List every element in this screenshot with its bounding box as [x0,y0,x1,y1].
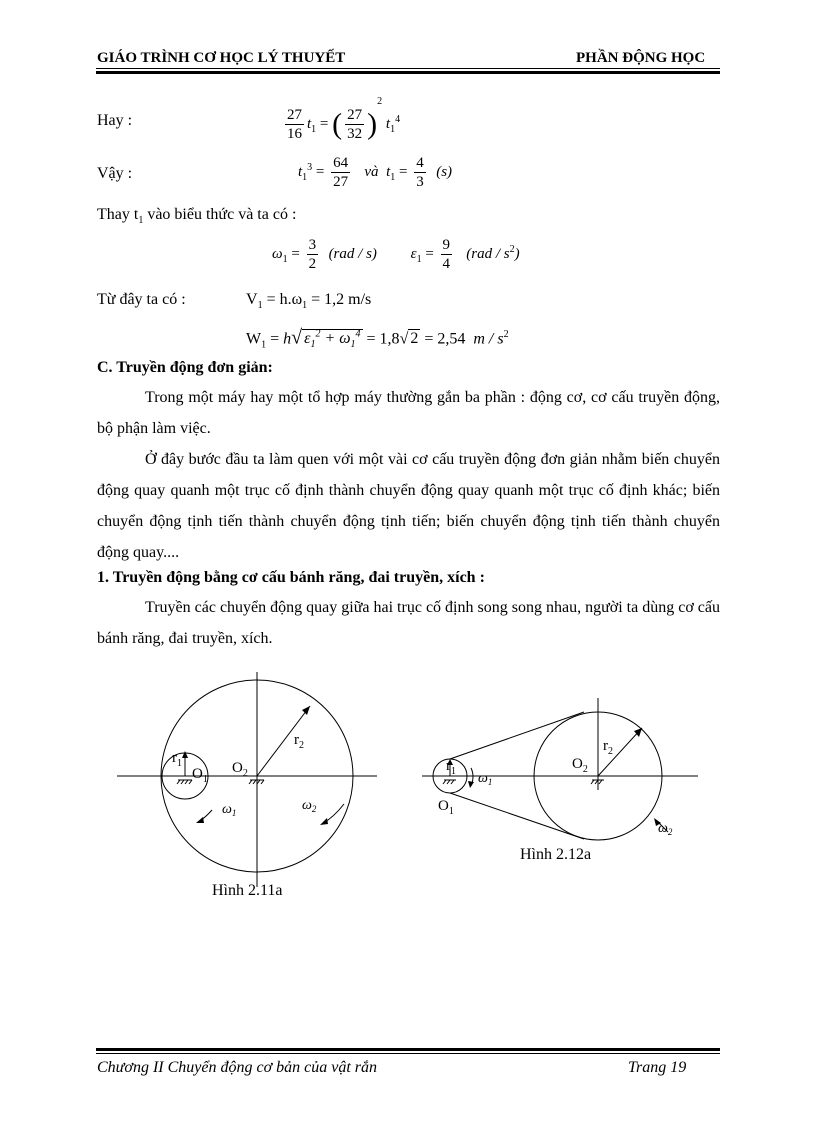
equation-vay: $t_1^3$ = $\frac{64}{27}$ và $t_1$ = $\frac{4}{3}$ (s) [298,155,453,190]
belt-label-r1: $r_1$ [446,758,456,777]
header-rule-thin [96,68,720,69]
paragraph-3: Truyền các chuyển động quay giữa hai trục cố định song song nhau, người ta dùng cơ cấu bánh răng, đai truyền, xích. [97,599,720,647]
header-title: GIÁO TRÌNH CƠ HỌC LÝ THUYẾT [97,50,346,66]
header-rule-thick [96,71,720,74]
belt-label-o1: $O_1$ [438,798,454,817]
belt-label-omega2: $\omega_2$ [658,821,673,837]
label-omega2: $\omega_2$ [302,798,317,814]
section-1-heading: 1. Truyền động bằng cơ cấu bánh răng, đai truyền, xích : [97,569,485,586]
section-c-heading: C. Truyền động đơn giản: [97,359,273,376]
figure-belt-drive [418,698,708,858]
footer-rule-thin [96,1053,720,1054]
footer-rule-thick [96,1048,720,1051]
radius-r2-arrowhead [302,706,310,715]
label-hay: Hay : [97,112,133,129]
label-r1: $r_1$ [172,750,182,769]
belt-bottom-line [450,793,584,839]
figure-gear-train [112,672,382,912]
label-o1: $O_1$ [192,766,208,785]
radius-r1-arrowhead [182,751,188,758]
belt-label-omega1: $\omega_1$ [478,771,493,787]
equation-omega-epsilon: $\omega_1$ = $\frac{3}{2}$ (rad / s) $\varepsilon_1$ = $\frac{9}{4}$ $(rad / s^2)$ [272,237,520,272]
equation-v1: $V_1 = h.\omega_1 = 1,2$ m/s [246,291,372,312]
paragraph-2: Ở đây bước đầu ta làm quen với một vài cơ cấu truyền động đơn giản nhằm biến chuyển động quay quanh một trục cố định thành chuyển động quay quanh một trục cố định khác; biến chuyển động tịnh tiến thành chuyển động tịnh tiến; biến chuyển động tịnh tiến thành chuyển động quay.... [97,451,720,561]
footer-page-number: Trang 19 [628,1059,687,1076]
line-tu-day: Từ đây ta có : [97,291,186,308]
equation-w1: $W_1 = h√$ $\varepsilon_1^2 + \omega_1^4 = 1,8√$ 2 = 2,54 m / $s^2$ [246,326,509,351]
footer-chapter: Chương II Chuyển động cơ bản của vật rắn [97,1059,377,1076]
belt-label-r2: $r_2$ [603,738,613,757]
line-thay: Thay $t_1$ vào biểu thức và ta có : [97,206,297,227]
label-r2: $r_2$ [294,732,304,751]
equation-hay: $\frac{27}{16}$ $t_1$ = ( $\frac{27}{32}$ )$^2$ $t_1^4$ [287,96,401,143]
label-o2: $O_2$ [232,760,248,779]
header-section: PHẦN ĐỘNG HỌC [576,50,706,66]
belt-label-o2: $O_2$ [572,756,588,775]
belt-top-line [450,712,584,759]
caption-fig-2-11a: Hình 2.11a [212,882,283,899]
caption-fig-2-12a: Hình 2.12a [520,846,592,863]
paragraph-1: Trong một máy hay một tổ hợp máy thường gắn ba phần : động cơ, cơ cấu truyền động, bộ phận làm việc. [97,389,720,437]
label-omega1: $\omega_1$ [222,802,237,818]
label-vay: Vậy : [97,165,133,182]
